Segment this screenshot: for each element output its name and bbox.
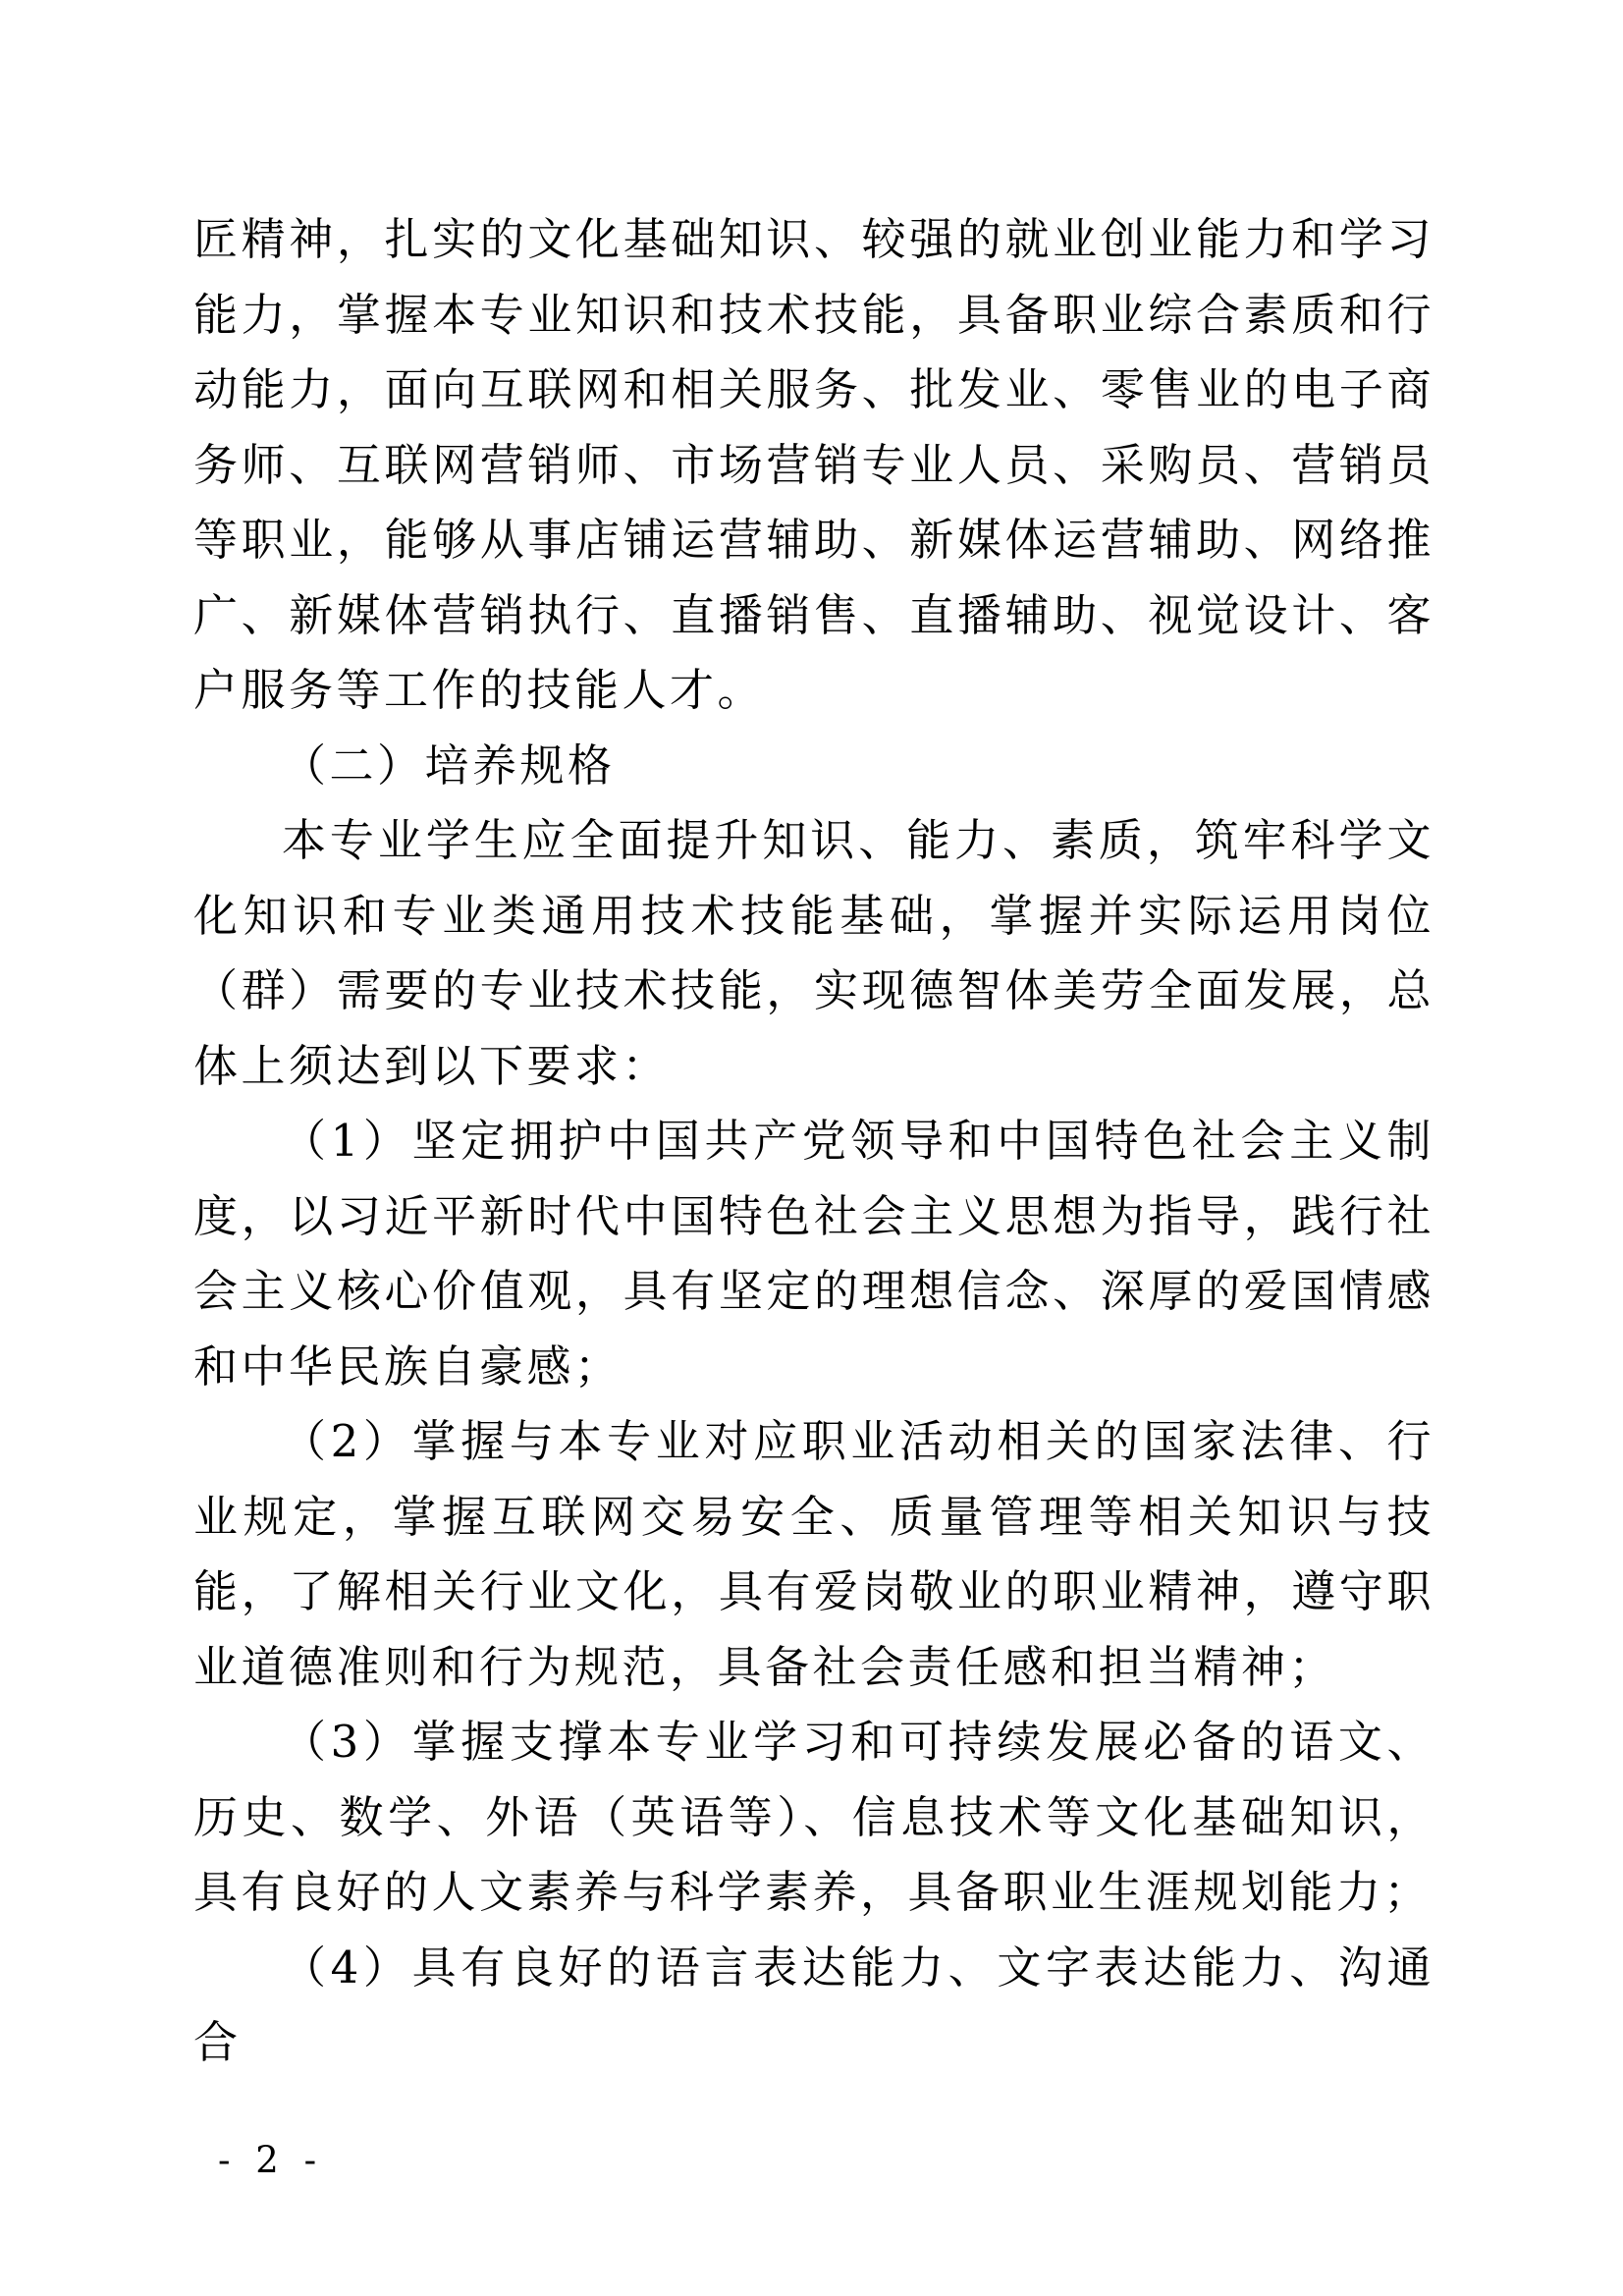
document-body [193, 202, 1434, 2081]
paragraph: （1）坚定拥护中国共产党领导和中国特色社会主义制度，以习近平新时代中国特色社会主义思想为指导，践行社会主义核心价值观，具有坚定的理想信念、深厚的爱国情感和中华民族自豪感； [193, 1115, 1434, 1393]
section-heading: （二）培养规格 [282, 738, 616, 792]
paragraph: 匠精神，扎实的文化基础知识、较强的就业创业能力和学习能力，掌握本专业知识和技术技能，具备职业综合素质和行动能力，面向互联网和相关服务、批发业、零售业的电子商务师、互联网营销师、市场营销专业人员、采购员、营销员等职业，能够从事店铺运营辅助、新媒体运营辅助、网络推广、新媒体营销执行、直播销售、直播辅助、视觉设计、客户服务等工作的技能人才。 [193, 213, 1434, 716]
paragraph: （3）掌握支撑本专业学习和可持续发展必备的语文、历史、数学、外语（英语等）、信息技术等文化基础知识，具有良好的人文素养与科学素养，具备职业生涯规划能力； [193, 1716, 1434, 1918]
paragraph: 本专业学生应全面提升知识、能力、素质，筑牢科学文化知识和专业类通用技术技能基础，掌握并实际运用岗位（群）需要的专业技术技能，实现德智体美劳全面发展，总体上须达到以下要求： [193, 814, 1434, 1092]
page-number: - 2 - [218, 2139, 324, 2181]
paragraph: （4）具有良好的语言表达能力、文字表达能力、沟通合 [193, 1941, 1434, 2068]
paragraph: （2）掌握与本专业对应职业活动相关的国家法律、行业规定，掌握互联网交易安全、质量管理等相关知识与技能，了解相关行业文化，具有爱岗敬业的职业精神，遵守职业道德准则和行为规范，具备社会责任感和担当精神； [193, 1415, 1434, 1693]
